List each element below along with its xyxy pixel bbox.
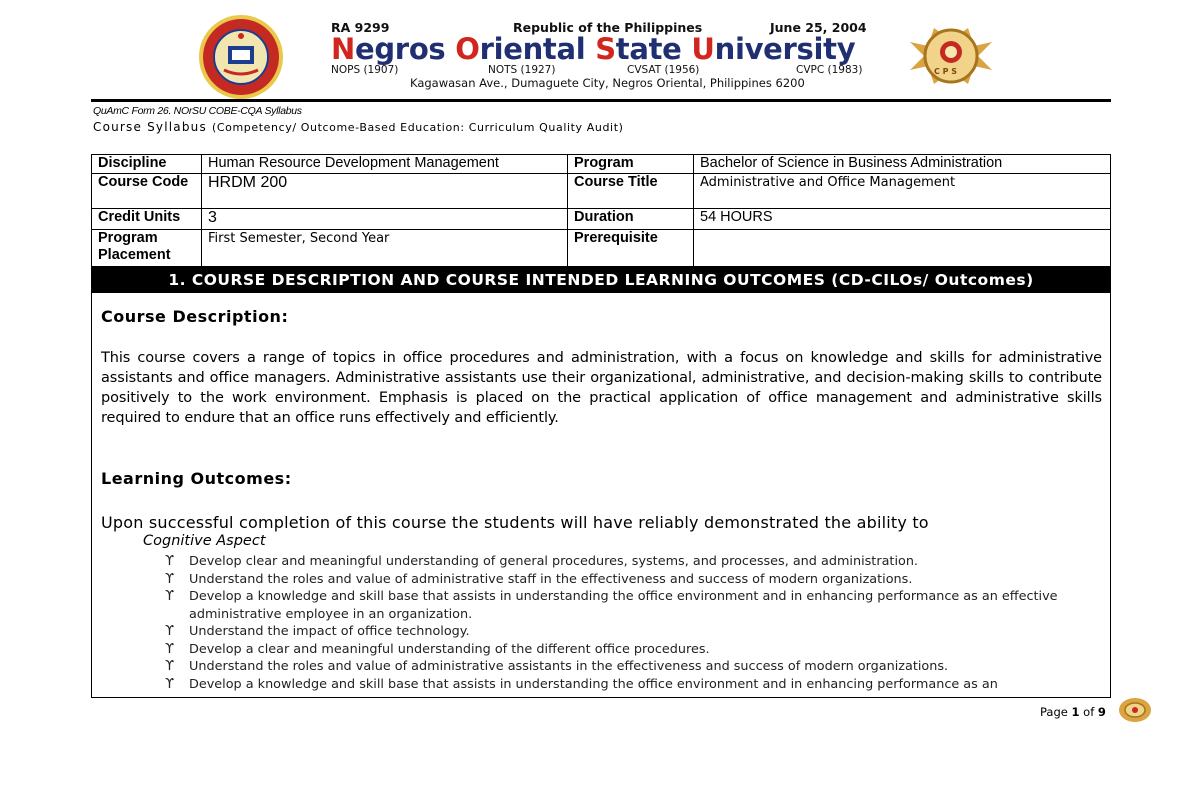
bullet-icon: ϒ [165, 641, 175, 657]
prerequisite-value [694, 230, 1111, 267]
list-item: ϒ Understand the roles and value of administrative staff in the effectiveness and success of modern organizations. [165, 571, 913, 587]
program-value: Bachelor of Science in Business Administration [694, 155, 1111, 174]
bullet-icon: ϒ [165, 589, 175, 604]
list-item: ϒ Understand the roles and value of administrative assistants in the effectiveness and success of modern organizations. [165, 659, 949, 674]
bullet-icon: ϒ [165, 571, 175, 587]
list-item: ϒ Develop a clear and meaningful understanding of the different office procedures. [165, 641, 710, 657]
university-name: Negros Oriental State University [331, 32, 856, 66]
course-code-value: HRDM 200 [202, 174, 568, 209]
duration-value: 54 HOURS [694, 209, 1111, 230]
course-title-value: Administrative and Office Management [694, 174, 1111, 209]
learning-outcomes-heading: Learning Outcomes: [101, 469, 292, 488]
program-placement-value: First Semester, Second Year [202, 230, 568, 267]
list-item: ϒ Develop clear and meaningful understanding of general procedures, systems, and processes, and administration. [165, 554, 919, 569]
prerequisite-label: Prerequisite [568, 230, 694, 267]
header-divider [91, 99, 1111, 102]
program-label: Program [568, 155, 694, 174]
cps-emblem-logo [904, 12, 998, 100]
program-placement-label: Program Placement [92, 230, 202, 267]
campus-cvpc: CVPC (1983) [796, 64, 863, 76]
discipline-value: Human Resource Development Management [202, 155, 568, 174]
bullet-icon: ϒ [165, 659, 175, 674]
list-item: ϒ Understand the impact of office technology. [165, 624, 470, 639]
header-date: June 25, 2004 [770, 20, 867, 35]
course-title-label: Course Title [568, 174, 694, 209]
republic-text: Republic of the Philippines [513, 20, 703, 35]
credit-units-value: 3 [202, 209, 568, 230]
course-code-label: Course Code [92, 174, 202, 209]
bullet-icon: ϒ [165, 554, 175, 569]
discipline-label: Discipline [92, 155, 202, 174]
ra-number: RA 9299 [331, 20, 390, 35]
section-1-header: 1. COURSE DESCRIPTION AND COURSE INTENDED LEARNING OUTCOMES (CD-CILOs/ Outcomes) [91, 266, 1111, 293]
syllabus-subtitle: (Competency/ Outcome-Based Education: Curriculum Quality Audit) [211, 121, 624, 134]
syllabus-title-line [93, 120, 624, 134]
footer-seal-icon [1118, 697, 1152, 723]
cognitive-aspect-label: Cognitive Aspect [143, 533, 266, 549]
bullet-icon: ϒ [165, 676, 175, 692]
campus-nops: NOPS (1907) [331, 64, 399, 76]
course-info-table [91, 154, 1111, 267]
campus-cvsat: CVSAT (1956) [627, 64, 700, 76]
cps-emblem-text: C P S [934, 67, 958, 76]
credit-units-label: Credit Units [92, 209, 202, 230]
form-identifier: QuAmC Form 26. NOrSU COBE-CQA Syllabus [93, 105, 302, 117]
learning-outcomes-intro: Upon successful completion of this course the students will have reliably demonstrated the ability to [101, 513, 929, 532]
syllabus-title: Course Syllabus [93, 120, 207, 134]
course-description-text: This course covers a range of topics in office procedures and administration, with a focus on knowledge and skills for administrative assistants and office managers. Administrative assistants use their organizational, administrative, and decision-making skills to contribute positively to the work environment. Emphasis is placed on the practical application of office management and administrative skills required to endure that an office runs effectively and efficiently. [101, 350, 1102, 426]
university-address: Kagawasan Ave., Dumaguete City, Negros Oriental, Philippines 6200 [410, 76, 805, 90]
campus-nots: NOTS (1927) [488, 64, 556, 76]
list-item: ϒ Develop a knowledge and skill base that assists in understanding the office environment and in enhancing performance as an effective administrative employee in an organization. [165, 589, 1058, 622]
duration-label: Duration [568, 209, 694, 230]
bullet-icon: ϒ [165, 624, 175, 639]
page-number: Page 1 of 9 [1040, 705, 1106, 719]
university-seal-logo [198, 14, 284, 100]
course-description-heading: Course Description: [101, 307, 289, 326]
learning-outcomes-list [163, 553, 1103, 693]
list-item: ϒ Develop a knowledge and skill base that assists in understanding the office environment and in enhancing performance as an [165, 676, 998, 692]
